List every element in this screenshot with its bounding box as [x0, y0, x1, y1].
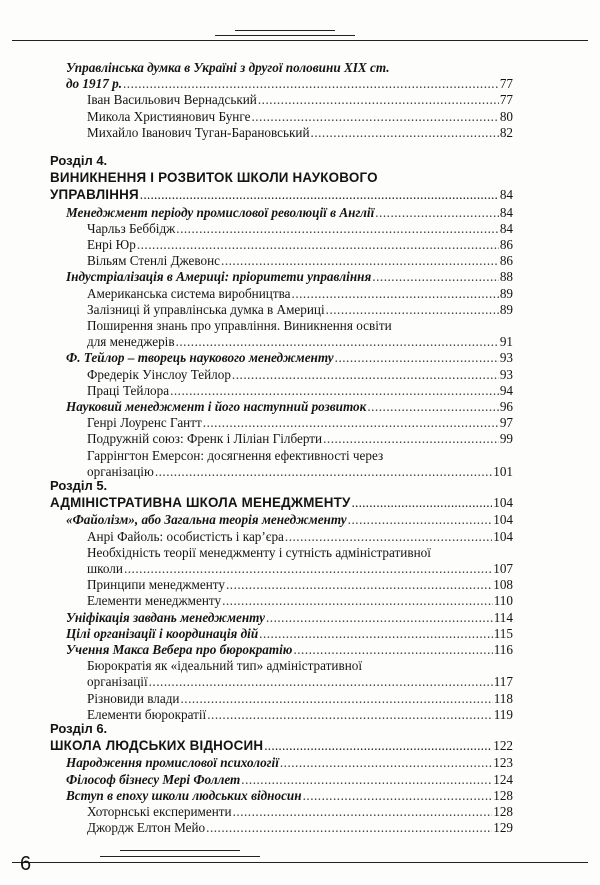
toc-entry-page: 124 — [493, 771, 513, 787]
toc-subsection — [87, 561, 513, 577]
toc-entry-page: 107 — [493, 561, 513, 576]
toc-section — [66, 205, 513, 221]
dot-leader — [176, 334, 499, 350]
chapter-label: Розділ 6. — [50, 721, 108, 736]
dot-leader — [232, 367, 499, 383]
toc-section — [66, 642, 513, 658]
toc-subsection — [87, 577, 513, 593]
toc-entry-title: Праці Тейлора — [87, 382, 170, 398]
dot-leader — [176, 221, 499, 237]
dot-leader — [123, 76, 499, 92]
toc-entry-page: 108 — [493, 577, 513, 593]
toc-subsection — [87, 253, 513, 269]
dot-leader — [293, 642, 492, 658]
toc-entry-page: 94 — [499, 382, 513, 398]
toc-entry-title: Михайло Іванович Туган-Барановський — [87, 124, 310, 140]
toc-subsection — [87, 383, 513, 399]
dot-leader — [137, 237, 499, 253]
toc-subsection — [87, 92, 513, 108]
toc-entry-title: Хоторнські експерименти — [87, 804, 232, 819]
toc-subsection — [87, 367, 513, 383]
toc-section — [66, 350, 513, 366]
toc-entry-page: 101 — [493, 463, 513, 479]
section-heading: Управлінська думка в Україні з другої половини XIX ст. — [66, 60, 390, 75]
chapter-title-page: 122 — [493, 738, 513, 754]
toc-entry-title: Учення Макса Вебера про бюрократію — [66, 642, 293, 657]
toc-entry-title: Менеджмент періоду промислової революції в Англії — [66, 204, 375, 220]
toc-section — [66, 626, 513, 642]
chapter-label: Розділ 5. — [50, 478, 108, 493]
toc-entry-page: 96 — [499, 399, 513, 414]
toc-section — [66, 76, 513, 92]
dot-leader — [124, 561, 492, 577]
dot-leader — [233, 804, 493, 820]
dot-leader — [251, 109, 498, 125]
chapter-label: Розділ 4. — [50, 153, 108, 168]
toc-entry-page: 86 — [499, 253, 513, 269]
toc-subsection — [87, 804, 513, 820]
toc-subsection — [87, 820, 513, 836]
toc-subsection — [87, 221, 513, 237]
toc-entry-page: 118 — [493, 690, 513, 706]
toc-entry-title: організації — [87, 674, 148, 690]
toc-section — [66, 269, 513, 285]
toc-entry-title: до 1917 р. — [66, 76, 122, 92]
toc-subsection — [87, 691, 513, 707]
toc-subsection — [87, 593, 513, 609]
toc-section — [66, 399, 513, 415]
dot-leader — [226, 577, 492, 593]
toc-entry-title: Джордж Елтон Мейо — [87, 820, 206, 836]
toc-entry-page: 80 — [499, 108, 513, 124]
top-rule-accent — [215, 35, 355, 36]
toc-entry-title: Іван Васильович Вернадський — [87, 92, 257, 108]
toc-entry-page: 89 — [499, 301, 513, 317]
toc-entry-page: 104 — [493, 528, 513, 544]
toc-entry-title: Цілі організації і координація дій — [66, 625, 259, 641]
chapter-title-text: ШКОЛА ЛЮДСЬКИХ ВІДНОСИН — [50, 738, 264, 754]
dot-leader — [351, 495, 492, 511]
top-rule — [12, 40, 588, 41]
toc-subsection — [87, 707, 513, 723]
toc-section — [66, 610, 513, 626]
toc-entry-page: 88 — [499, 269, 513, 285]
dot-leader — [222, 593, 493, 609]
toc-entry-title: Народження промислової психології — [66, 755, 279, 771]
toc-entry-page: 93 — [499, 350, 513, 366]
toc-entry-title: Микола Християнович Бунге — [87, 108, 251, 124]
chapter-title — [50, 187, 513, 203]
toc-entry-title: Уніфікація завдань менеджменту — [66, 609, 265, 625]
dot-leader — [155, 464, 492, 480]
dot-leader — [203, 415, 499, 431]
toc-section — [66, 512, 513, 528]
toc-entry-title: Фредерік Уінслоу Тейлор — [87, 366, 231, 382]
dot-leader — [170, 383, 499, 399]
bottom-rule-accent-2 — [120, 850, 240, 851]
toc-entry-page: 129 — [493, 820, 513, 836]
dot-leader — [311, 125, 499, 141]
toc-entry-title: Вільям Стенлі Джевонс — [87, 253, 221, 269]
toc-subsection — [87, 674, 513, 690]
toc-entry-page: 116 — [493, 642, 513, 657]
dot-leader — [303, 788, 493, 804]
dot-leader — [206, 820, 492, 836]
dot-leader — [323, 431, 499, 447]
dot-leader — [372, 269, 499, 285]
toc-section — [66, 755, 513, 771]
chapter-title-page: 104 — [493, 495, 513, 511]
toc-entry-title: Ф. Тейлор – творець наукового менеджменту — [66, 350, 334, 366]
toc-section — [66, 788, 513, 804]
toc-entry-page: 97 — [499, 415, 513, 431]
toc-entry-page: 117 — [493, 674, 513, 690]
toc-entry-title: Вступ в епоху школи людських відносин — [66, 787, 302, 803]
chapter-title-text: УПРАВЛІННЯ — [50, 187, 139, 203]
toc-subsection — [87, 415, 513, 431]
toc-entry-title: Науковий менеджмент і його наступний розвиток — [66, 399, 367, 414]
dot-leader — [266, 610, 493, 626]
toc-entry-page: 89 — [499, 285, 513, 301]
toc-entry-title: Індустріалізація в Америці: пріоритети управління — [66, 269, 372, 285]
chapter-title-text: АДМІНІСТРАТИВНА ШКОЛА МЕНЕДЖМЕНТУ — [50, 495, 351, 511]
dot-leader — [375, 205, 499, 221]
chapter-title: ВИНИКНЕННЯ І РОЗВИТОК ШКОЛИ НАУКОВОГО — [50, 170, 378, 186]
toc-entry-page: 99 — [499, 431, 513, 447]
toc-entry-page: 114 — [493, 609, 513, 625]
dot-leader — [348, 512, 493, 528]
toc-subsection — [87, 109, 513, 125]
toc-subsection — [87, 529, 513, 545]
dot-leader — [292, 286, 499, 302]
toc-entry-title: Різновиди влади — [87, 690, 180, 706]
dot-leader — [326, 302, 499, 318]
dot-leader — [207, 707, 492, 723]
toc-entry-page: 123 — [493, 755, 513, 771]
toc-entry-page: 77 — [499, 76, 513, 92]
toc-entry-title: Американська система виробництва — [87, 285, 291, 301]
dot-leader — [180, 691, 492, 707]
toc-entry-page: 93 — [499, 366, 513, 382]
toc-entry-page: 84 — [499, 220, 513, 236]
toc-entry-title: Елементи менеджменту — [87, 593, 222, 609]
chapter-title — [50, 495, 513, 511]
toc-subsection — [87, 237, 513, 253]
toc-entry-page: 119 — [493, 706, 513, 722]
chapter-title-page: 84 — [499, 187, 513, 203]
toc-subsection — [87, 286, 513, 302]
toc-entry-page: 91 — [499, 334, 513, 350]
toc-entry-title: Елементи бюрократії — [87, 706, 207, 722]
toc-entry-title: Генрі Лоуренс Гантт — [87, 415, 202, 431]
dot-leader — [259, 626, 493, 642]
toc-entry-title: Принципи менеджменту — [87, 577, 225, 593]
toc-subsection — [87, 464, 513, 480]
toc-entry-page: 128 — [493, 787, 513, 803]
toc-entry-title: для менеджерів — [87, 334, 175, 350]
toc-entry-title: «Файолізм», або Загальна теорія менеджменту — [66, 512, 347, 528]
dot-leader — [140, 187, 499, 203]
toc-entry-title: Філософ бізнесу Мері Фоллет — [66, 771, 241, 787]
dot-leader — [264, 738, 492, 754]
toc-subsection-line: Бюрократія як «ідеальний тип» адміністративної — [87, 658, 363, 674]
bottom-rule — [12, 862, 588, 863]
toc-entry-page: 115 — [493, 625, 513, 641]
chapter-title — [50, 738, 513, 754]
toc-entry-page: 84 — [499, 204, 513, 220]
toc-entry-title: організацію — [87, 463, 154, 479]
toc-entry-title: Енрі Юр — [87, 237, 136, 252]
toc-entry-title: школи — [87, 561, 123, 576]
dot-leader — [367, 399, 498, 415]
top-rule-accent-2 — [235, 30, 335, 31]
toc-subsection-line: Гаррінгтон Емерсон: досягнення ефективності через — [87, 447, 384, 463]
toc-subsection — [87, 431, 513, 447]
toc-entry-title: Анрі Файоль: особистість і кар’єра — [87, 528, 284, 544]
toc-entry-page: 110 — [493, 593, 513, 609]
dot-leader — [258, 92, 499, 108]
toc-subsection — [87, 302, 513, 318]
toc-entry-page: 86 — [499, 237, 513, 252]
dot-leader — [335, 350, 499, 366]
toc-entry-page: 82 — [499, 124, 513, 140]
dot-leader — [285, 529, 492, 545]
toc-entry-page: 104 — [493, 512, 513, 528]
toc-subsection — [87, 334, 513, 350]
toc-subsection — [87, 125, 513, 141]
dot-leader — [280, 755, 492, 771]
dot-leader — [221, 253, 499, 269]
toc-entry-title: Залізниці й управлінська думка в Америці — [87, 301, 325, 317]
toc-subsection-line: Необхідність теорії менеджменту і сутність адміністративної — [87, 544, 431, 560]
dot-leader — [149, 674, 493, 690]
dot-leader — [241, 772, 492, 788]
page-number: 6 — [20, 853, 32, 875]
toc-entry-page: 128 — [493, 804, 513, 819]
bottom-rule-accent — [100, 856, 260, 857]
toc-entry-title: Подружній союз: Френк і Ліліан Гілберти — [87, 431, 323, 447]
toc-entry-title: Чарльз Беббідж — [87, 220, 176, 236]
toc-subsection-line: Поширення знань про управління. Виникнення освіти — [87, 318, 392, 333]
toc-entry-page: 77 — [499, 92, 513, 108]
toc-section — [66, 772, 513, 788]
